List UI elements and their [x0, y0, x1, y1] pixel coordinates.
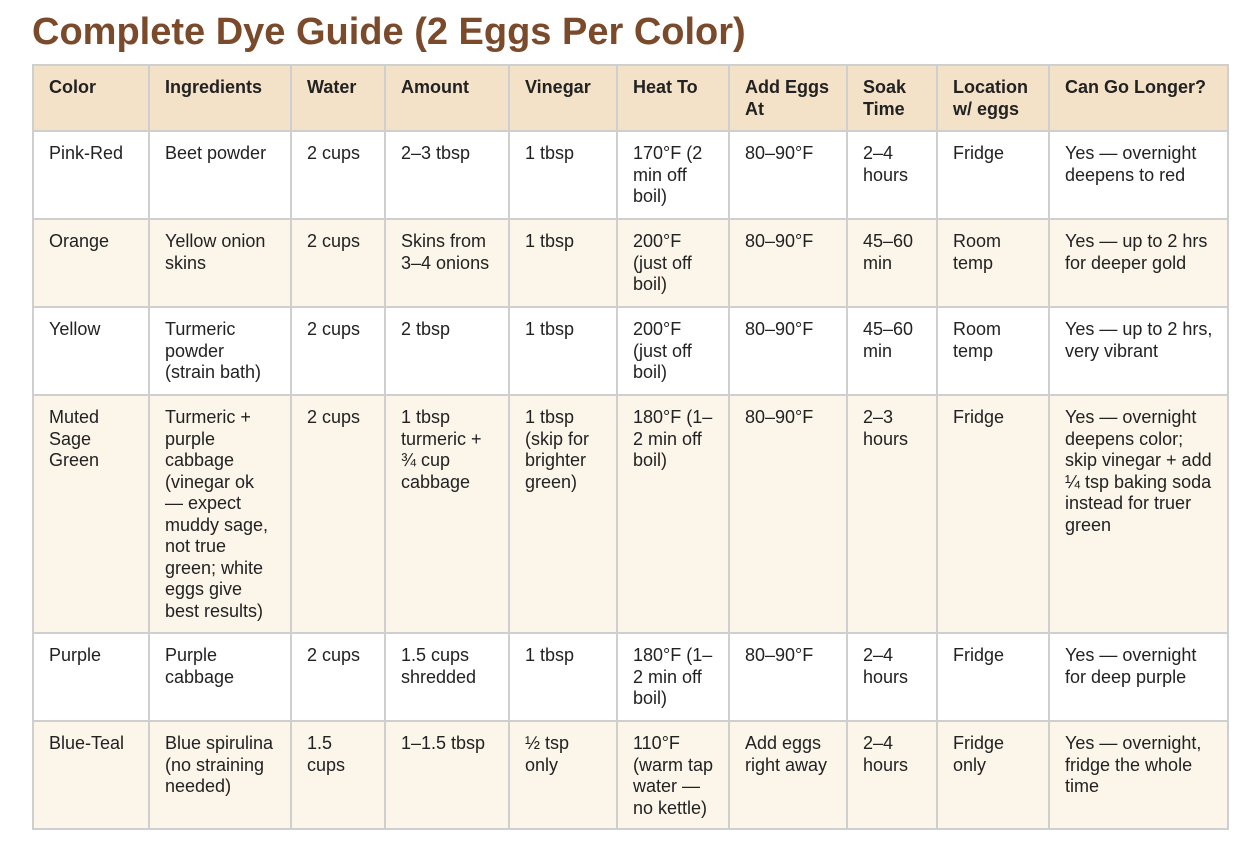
cell-color: Orange — [33, 219, 149, 307]
cell-color: Muted Sage Green — [33, 395, 149, 633]
cell-ingredients: Yellow onion skins — [149, 219, 291, 307]
cell-add-eggs-at: Add eggs right away — [729, 721, 847, 829]
cell-water: 2 cups — [291, 395, 385, 633]
table-row — [33, 219, 1228, 307]
cell-can-go-longer: Yes — up to 2 hrs for deeper gold — [1049, 219, 1228, 307]
cell-soak-time: 45–60 min — [847, 219, 937, 307]
cell-can-go-longer: Yes — overnight, fridge the whole time — [1049, 721, 1228, 829]
cell-water: 2 cups — [291, 219, 385, 307]
dye-guide-table — [32, 64, 1229, 830]
cell-amount: 2 tbsp — [385, 307, 509, 395]
cell-ingredients: Turmeric powder (strain bath) — [149, 307, 291, 395]
column-header-soak-time: Soak Time — [847, 65, 937, 131]
cell-location: Room temp — [937, 307, 1049, 395]
cell-water: 1.5 cups — [291, 721, 385, 829]
cell-vinegar: 1 tbsp — [509, 307, 617, 395]
cell-add-eggs-at: 80–90°F — [729, 131, 847, 219]
cell-location: Fridge only — [937, 721, 1049, 829]
cell-water: 2 cups — [291, 633, 385, 721]
table-row — [33, 721, 1228, 829]
table-header — [33, 65, 1228, 131]
page-title: Complete Dye Guide (2 Eggs Per Color) — [32, 11, 746, 53]
table-row — [33, 131, 1228, 219]
cell-ingredients: Turmeric + purple cabbage (vinegar ok — expect muddy sage, not true green; white eggs give best results) — [149, 395, 291, 633]
cell-vinegar: 1 tbsp (skip for brighter green) — [509, 395, 617, 633]
cell-amount: 1.5 cups shredded — [385, 633, 509, 721]
cell-can-go-longer: Yes — overnight deepens color; skip vinegar + add ¼ tsp baking soda instead for truer green — [1049, 395, 1228, 633]
cell-amount: 1–1.5 tbsp — [385, 721, 509, 829]
cell-add-eggs-at: 80–90°F — [729, 395, 847, 633]
cell-heat-to: 200°F (just off boil) — [617, 219, 729, 307]
cell-location: Fridge — [937, 633, 1049, 721]
cell-soak-time: 2–4 hours — [847, 721, 937, 829]
cell-color: Purple — [33, 633, 149, 721]
cell-water: 2 cups — [291, 307, 385, 395]
cell-amount: 1 tbsp turmeric + ¾ cup cabbage — [385, 395, 509, 633]
cell-can-go-longer: Yes — up to 2 hrs, very vibrant — [1049, 307, 1228, 395]
column-header-location: Location w/ eggs — [937, 65, 1049, 131]
column-header-can-go-longer: Can Go Longer? — [1049, 65, 1228, 131]
cell-soak-time: 2–3 hours — [847, 395, 937, 633]
cell-heat-to: 180°F (1–2 min off boil) — [617, 633, 729, 721]
cell-color: Yellow — [33, 307, 149, 395]
cell-water: 2 cups — [291, 131, 385, 219]
cell-soak-time: 2–4 hours — [847, 633, 937, 721]
column-header-ingredients: Ingredients — [149, 65, 291, 131]
cell-amount: 2–3 tbsp — [385, 131, 509, 219]
cell-ingredients: Beet powder — [149, 131, 291, 219]
table-row — [33, 395, 1228, 633]
cell-heat-to: 180°F (1–2 min off boil) — [617, 395, 729, 633]
column-header-add-eggs-at: Add Eggs At — [729, 65, 847, 131]
table-row — [33, 307, 1228, 395]
cell-heat-to: 110°F (warm tap water — no kettle) — [617, 721, 729, 829]
column-header-water: Water — [291, 65, 385, 131]
cell-location: Fridge — [937, 395, 1049, 633]
cell-color: Blue-Teal — [33, 721, 149, 829]
cell-add-eggs-at: 80–90°F — [729, 219, 847, 307]
cell-vinegar: 1 tbsp — [509, 131, 617, 219]
cell-add-eggs-at: 80–90°F — [729, 633, 847, 721]
cell-color: Pink-Red — [33, 131, 149, 219]
column-header-vinegar: Vinegar — [509, 65, 617, 131]
cell-ingredients: Blue spirulina (no straining needed) — [149, 721, 291, 829]
column-header-amount: Amount — [385, 65, 509, 131]
cell-ingredients: Purple cabbage — [149, 633, 291, 721]
header-row — [33, 65, 1228, 131]
table-row — [33, 633, 1228, 721]
cell-vinegar: 1 tbsp — [509, 219, 617, 307]
cell-location: Fridge — [937, 131, 1049, 219]
cell-can-go-longer: Yes — overnight deepens to red — [1049, 131, 1228, 219]
cell-heat-to: 200°F (just off boil) — [617, 307, 729, 395]
cell-amount: Skins from 3–4 onions — [385, 219, 509, 307]
column-header-color: Color — [33, 65, 149, 131]
column-header-heat-to: Heat To — [617, 65, 729, 131]
table-body — [33, 131, 1228, 829]
cell-vinegar: ½ tsp only — [509, 721, 617, 829]
cell-location: Room temp — [937, 219, 1049, 307]
cell-vinegar: 1 tbsp — [509, 633, 617, 721]
cell-soak-time: 45–60 min — [847, 307, 937, 395]
cell-add-eggs-at: 80–90°F — [729, 307, 847, 395]
cell-soak-time: 2–4 hours — [847, 131, 937, 219]
cell-heat-to: 170°F (2 min off boil) — [617, 131, 729, 219]
cell-can-go-longer: Yes — overnight for deep purple — [1049, 633, 1228, 721]
